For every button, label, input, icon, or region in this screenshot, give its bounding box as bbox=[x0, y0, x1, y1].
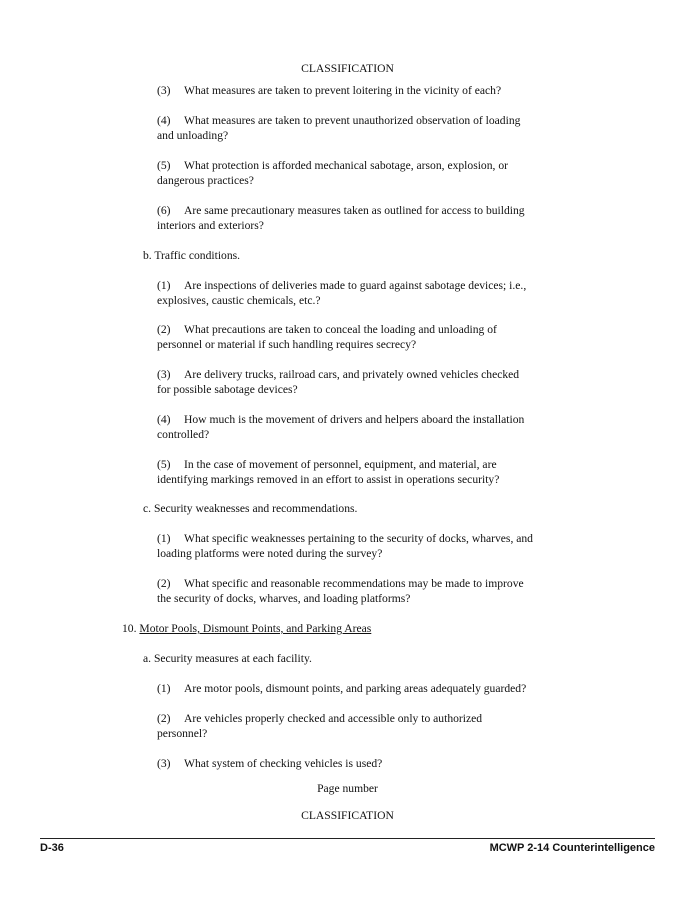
item-text: Are delivery trucks, railroad cars, and privately owned vehicles checked bbox=[184, 368, 520, 381]
item-a4-cont: and unloading? bbox=[157, 129, 229, 142]
subsection-c: c. Security weaknesses and recommendations. bbox=[143, 502, 358, 515]
item-b3-cont: for possible sabotage devices? bbox=[157, 383, 298, 396]
item-number: (2) bbox=[157, 323, 171, 336]
item-c2-cont: the security of docks, wharves, and loading platforms? bbox=[157, 592, 411, 605]
item-text: Are same precautionary measures taken as outlined for access to building bbox=[184, 204, 525, 217]
item-a6 bbox=[157, 203, 525, 218]
item-text: Are vehicles properly checked and accessible only to authorized bbox=[184, 712, 483, 725]
item-text: In the case of movement of personnel, equipment, and material, are bbox=[184, 458, 497, 471]
item-b5 bbox=[157, 457, 497, 472]
footer-rule bbox=[40, 838, 655, 839]
item-b2 bbox=[157, 322, 497, 337]
item-10a3 bbox=[157, 756, 382, 771]
item-a4 bbox=[157, 113, 520, 128]
footer-page-id: D-36 bbox=[40, 842, 64, 854]
item-b4 bbox=[157, 412, 524, 427]
item-c2 bbox=[157, 576, 524, 591]
item-c1-cont: loading platforms were noted during the survey? bbox=[157, 547, 383, 560]
section-title: Motor Pools, Dismount Points, and Parking Areas bbox=[139, 622, 372, 635]
item-c1 bbox=[157, 531, 533, 546]
item-text: What protection is afforded mechanical sabotage, arson, explosion, or bbox=[184, 159, 508, 172]
item-b3 bbox=[157, 367, 519, 382]
subsection-10a: a. Security measures at each facility. bbox=[143, 652, 312, 665]
item-b1 bbox=[157, 278, 526, 293]
item-number: (2) bbox=[157, 712, 171, 725]
item-number: (3) bbox=[157, 757, 171, 770]
item-b2-cont: personnel or material if such handling requires secrecy? bbox=[157, 338, 417, 351]
item-text: Are inspections of deliveries made to guard against sabotage devices; i.e., bbox=[184, 279, 527, 292]
item-b1-cont: explosives, caustic chemicals, etc.? bbox=[157, 294, 321, 307]
item-10a2 bbox=[157, 711, 482, 726]
item-number: (6) bbox=[157, 204, 171, 217]
item-number: (4) bbox=[157, 114, 171, 127]
footer-publication: MCWP 2-14 Counterintelligence bbox=[489, 842, 655, 854]
item-number: (2) bbox=[157, 577, 171, 590]
item-a5 bbox=[157, 158, 508, 173]
item-a6-cont: interiors and exteriors? bbox=[157, 219, 264, 232]
classification-header: CLASSIFICATION bbox=[301, 62, 394, 75]
item-number: (3) bbox=[157, 84, 171, 97]
section-number: 10. bbox=[122, 622, 137, 635]
item-text: What specific weaknesses pertaining to the security of docks, wharves, and bbox=[184, 532, 533, 545]
item-10a2-cont: personnel? bbox=[157, 727, 208, 740]
item-a5-cont: dangerous practices? bbox=[157, 174, 254, 187]
item-text: What specific and reasonable recommendations may be made to improve bbox=[184, 577, 524, 590]
item-number: (1) bbox=[157, 682, 171, 695]
item-text: Are motor pools, dismount points, and parking areas adequately guarded? bbox=[184, 682, 527, 695]
page-number-label: Page number bbox=[317, 782, 378, 795]
item-b4-cont: controlled? bbox=[157, 428, 210, 441]
item-text: What system of checking vehicles is used? bbox=[184, 757, 383, 770]
item-text: What measures are taken to prevent loitering in the vicinity of each? bbox=[184, 84, 502, 97]
item-text: What precautions are taken to conceal the loading and unloading of bbox=[184, 323, 497, 336]
item-number: (4) bbox=[157, 413, 171, 426]
section-10-heading bbox=[122, 621, 371, 636]
item-10a1 bbox=[157, 681, 526, 696]
classification-footer: CLASSIFICATION bbox=[301, 809, 394, 822]
item-text: How much is the movement of drivers and helpers aboard the installation bbox=[184, 413, 525, 426]
item-number: (3) bbox=[157, 368, 171, 381]
item-number: (5) bbox=[157, 458, 171, 471]
item-number: (1) bbox=[157, 532, 171, 545]
item-a3 bbox=[157, 83, 501, 98]
item-text: What measures are taken to prevent unauthorized observation of loading bbox=[184, 114, 521, 127]
item-number: (5) bbox=[157, 159, 171, 172]
subsection-b: b. Traffic conditions. bbox=[143, 249, 241, 262]
item-number: (1) bbox=[157, 279, 171, 292]
item-b5-cont: identifying markings removed in an effort to assist in operations security? bbox=[157, 473, 500, 486]
